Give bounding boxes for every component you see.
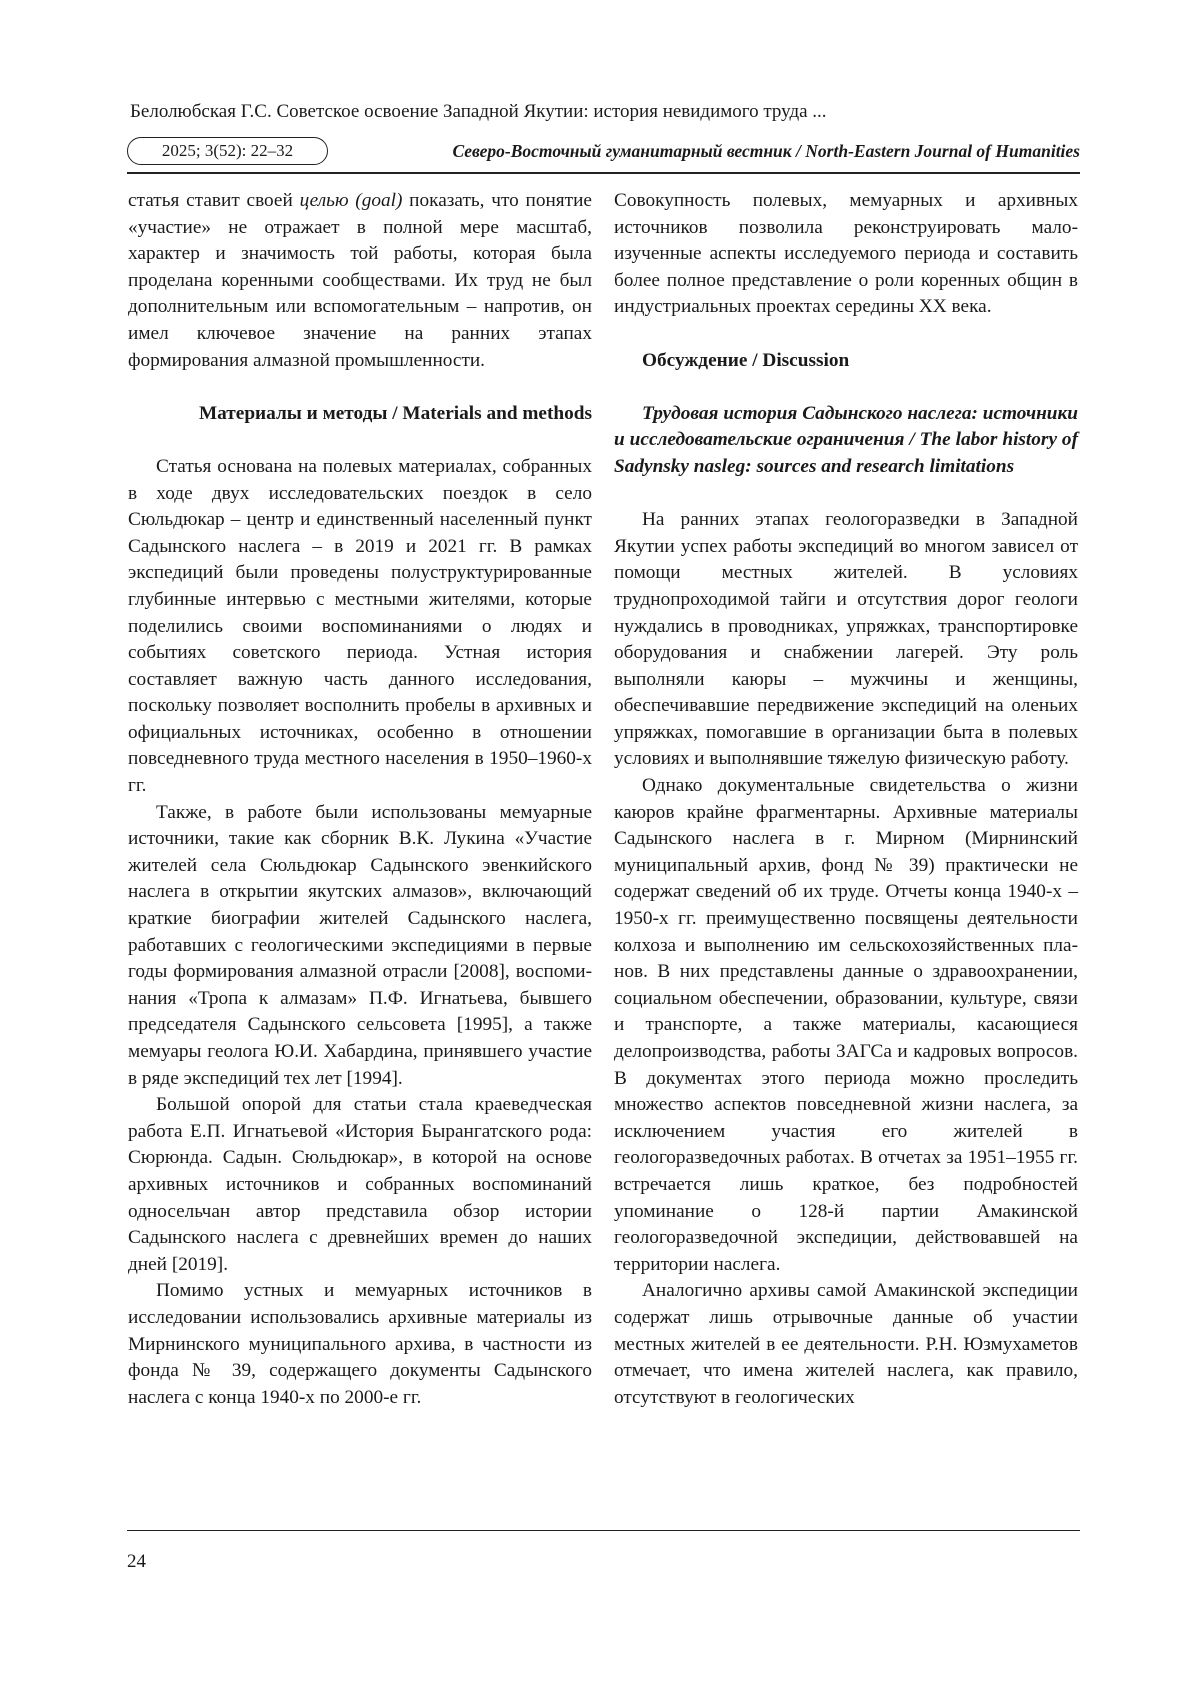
- right-column: [614, 188, 1078, 1411]
- goal-emphasis: целью (goal): [299, 190, 403, 211]
- paragraph: [128, 188, 592, 374]
- paragraph: Помимо устных и мемуарных источников в исследовании использовались архивные материалы из Мирнинского муниципального архива, в частности из фонда № 39, содержащего документы Садынского наслега с конца 1940-х по 2000-е гг.: [128, 1280, 592, 1408]
- issue-badge: 2025; 3(52): 22–32: [127, 137, 328, 165]
- paragraph-text: показать, что понятие «участие» не отражает в полной мере масштаб, характер и значимость той работы, которая была проделана коренными сообществами. Их труд не был дополнительным или вспомогательным – напротив, он имел ключевое значение на ранних этапах формирования алмазной промышленности.: [128, 190, 592, 371]
- paragraph: Также, в работе были использованы мемуарные источники, такие как сборник В.К. Лукина «Участие жителей села Сюльдюкар Садынского эвенкийского наслега в открытии якутских алмазов», включающий краткие биографии жителей Садынского наслега, работавших с геологическими экспедициями в первые годы формирования алмазной отрасли [2008], воспоминания «Тропа к алмазам» П.Ф. Игнатьева, бывшего председателя Садынского сельсовета [1995], а также мемуары геолога Ю.И. Хабардина, принявшего участие в ряде экспедиций тех лет [1994].: [128, 801, 592, 1089]
- paragraph: Большой опорой для статьи стала краеведческая работа Е.П. Игнатьевой «История Бырангатского рода: Сюрюнда. Садын. Сюльдюкар», в которой на основе архивных источников и собранных воспоминаний односельчан автор представила обзор истории Садынского наслега с древнейших времен до наших дней [2019].: [128, 1094, 592, 1275]
- subsection-heading: Трудовая история Садынского наслега: источники и исследовательские ограничения / The labor history of Sadynsky nasleg: sources and research limitations: [614, 402, 1078, 477]
- paragraph-text: статья ставит своей: [128, 190, 300, 211]
- paragraph: Совокупность полевых, мемуарных и архивных источников позволила реконструировать малоизученные аспекты исследуемого периода и составить более полное представление о роли коренных общин в индустриальных проектах середины XX века.: [614, 190, 1078, 318]
- section-heading-discussion: Обсуждение / Discussion: [642, 349, 850, 371]
- header-rule: [127, 172, 1080, 174]
- journal-name: Северо-Восточный гуманитарный вестник / North-Eastern Journal of Humanities: [452, 141, 1080, 161]
- paragraph: На ранних этапах геологоразведки в Западной Якутии успех работы экспедиций во многом зависел от помощи местных жителей. В условиях труднопроходимой тайги и отсутствия дорог геологи нуждались в проводниках, упряжках, транспортировке оборудования и снабжении лагерей. Эту роль выполняли каюры – мужчины и женщины, обеспечивавшие передвижение экспедиций на оленьих упряжках, помогавшие в организации быта в полевых условиях и выполнявшие тяжелую физическую работу.: [614, 509, 1078, 770]
- paragraph: Аналогично архивы самой Амакинской экспедиции содержат лишь отрывочные данные об участии местных жителей в ее деятельности. Р.Н. Юзмухаметов отмечает, что имена жителей наслега, как правило, отсутствуют в геологических: [614, 1280, 1078, 1408]
- paragraph: Однако документальные свидетельства о жизни каюров крайне фрагментарны. Архивные материалы Садынского наслега в г. Мирном (Мирнинский муниципальный архив, фонд № 39) практически не содержат сведений об их труде. Отчеты конца 1940-х – 1950-х гг. преимущественно посвящены деятельности колхоза и выполнению им сельскохозяйственных планов. В них представлены данные о здравоохранении, социальном обеспечении, образовании, культуре, связи и транспорте, а также материалы, касающиеся делопроизводства, работы ЗАГСа и кадровых вопросов. В документах этого периода можно проследить множество аспектов повседневной жизни наслега, за исключением участия его жителей в геологоразведочных работах. В отчетах за 1951–1955 гг. встречается лишь краткое, без подробностей упоминание о 128-й партии Амакинской геологоразведочной экспедиции, действовавшей на территории наслега.: [614, 775, 1078, 1275]
- footer-rule: [127, 1530, 1080, 1531]
- left-column: [128, 188, 592, 1411]
- running-title: Белолюбская Г.С. Советское освоение Западной Якутии: история невидимого труда ...: [130, 101, 827, 122]
- section-heading-methods: Материалы и методы / Materials and methods: [198, 402, 592, 424]
- page-number: 24: [127, 1551, 146, 1572]
- paragraph: Статья основана на полевых материалах, собранных в ходе двух исследовательских поездок в село Сюльдюкар – центр и единственный населенный пункт Садынского наслега – в 2019 и 2021 гг. В рамках экспедиций были проведены полуструктурированные глубинные интервью с местными жителями, которые поделились своими воспоминаниями о людях и событиях советского периода. Устная история составляет важную часть данного исследования, поскольку позволяет восполнить пробелы в архивных и официальных источниках, особенно в отношении повседневного труда местного населения в 1950–1960-х гг.: [128, 455, 592, 797]
